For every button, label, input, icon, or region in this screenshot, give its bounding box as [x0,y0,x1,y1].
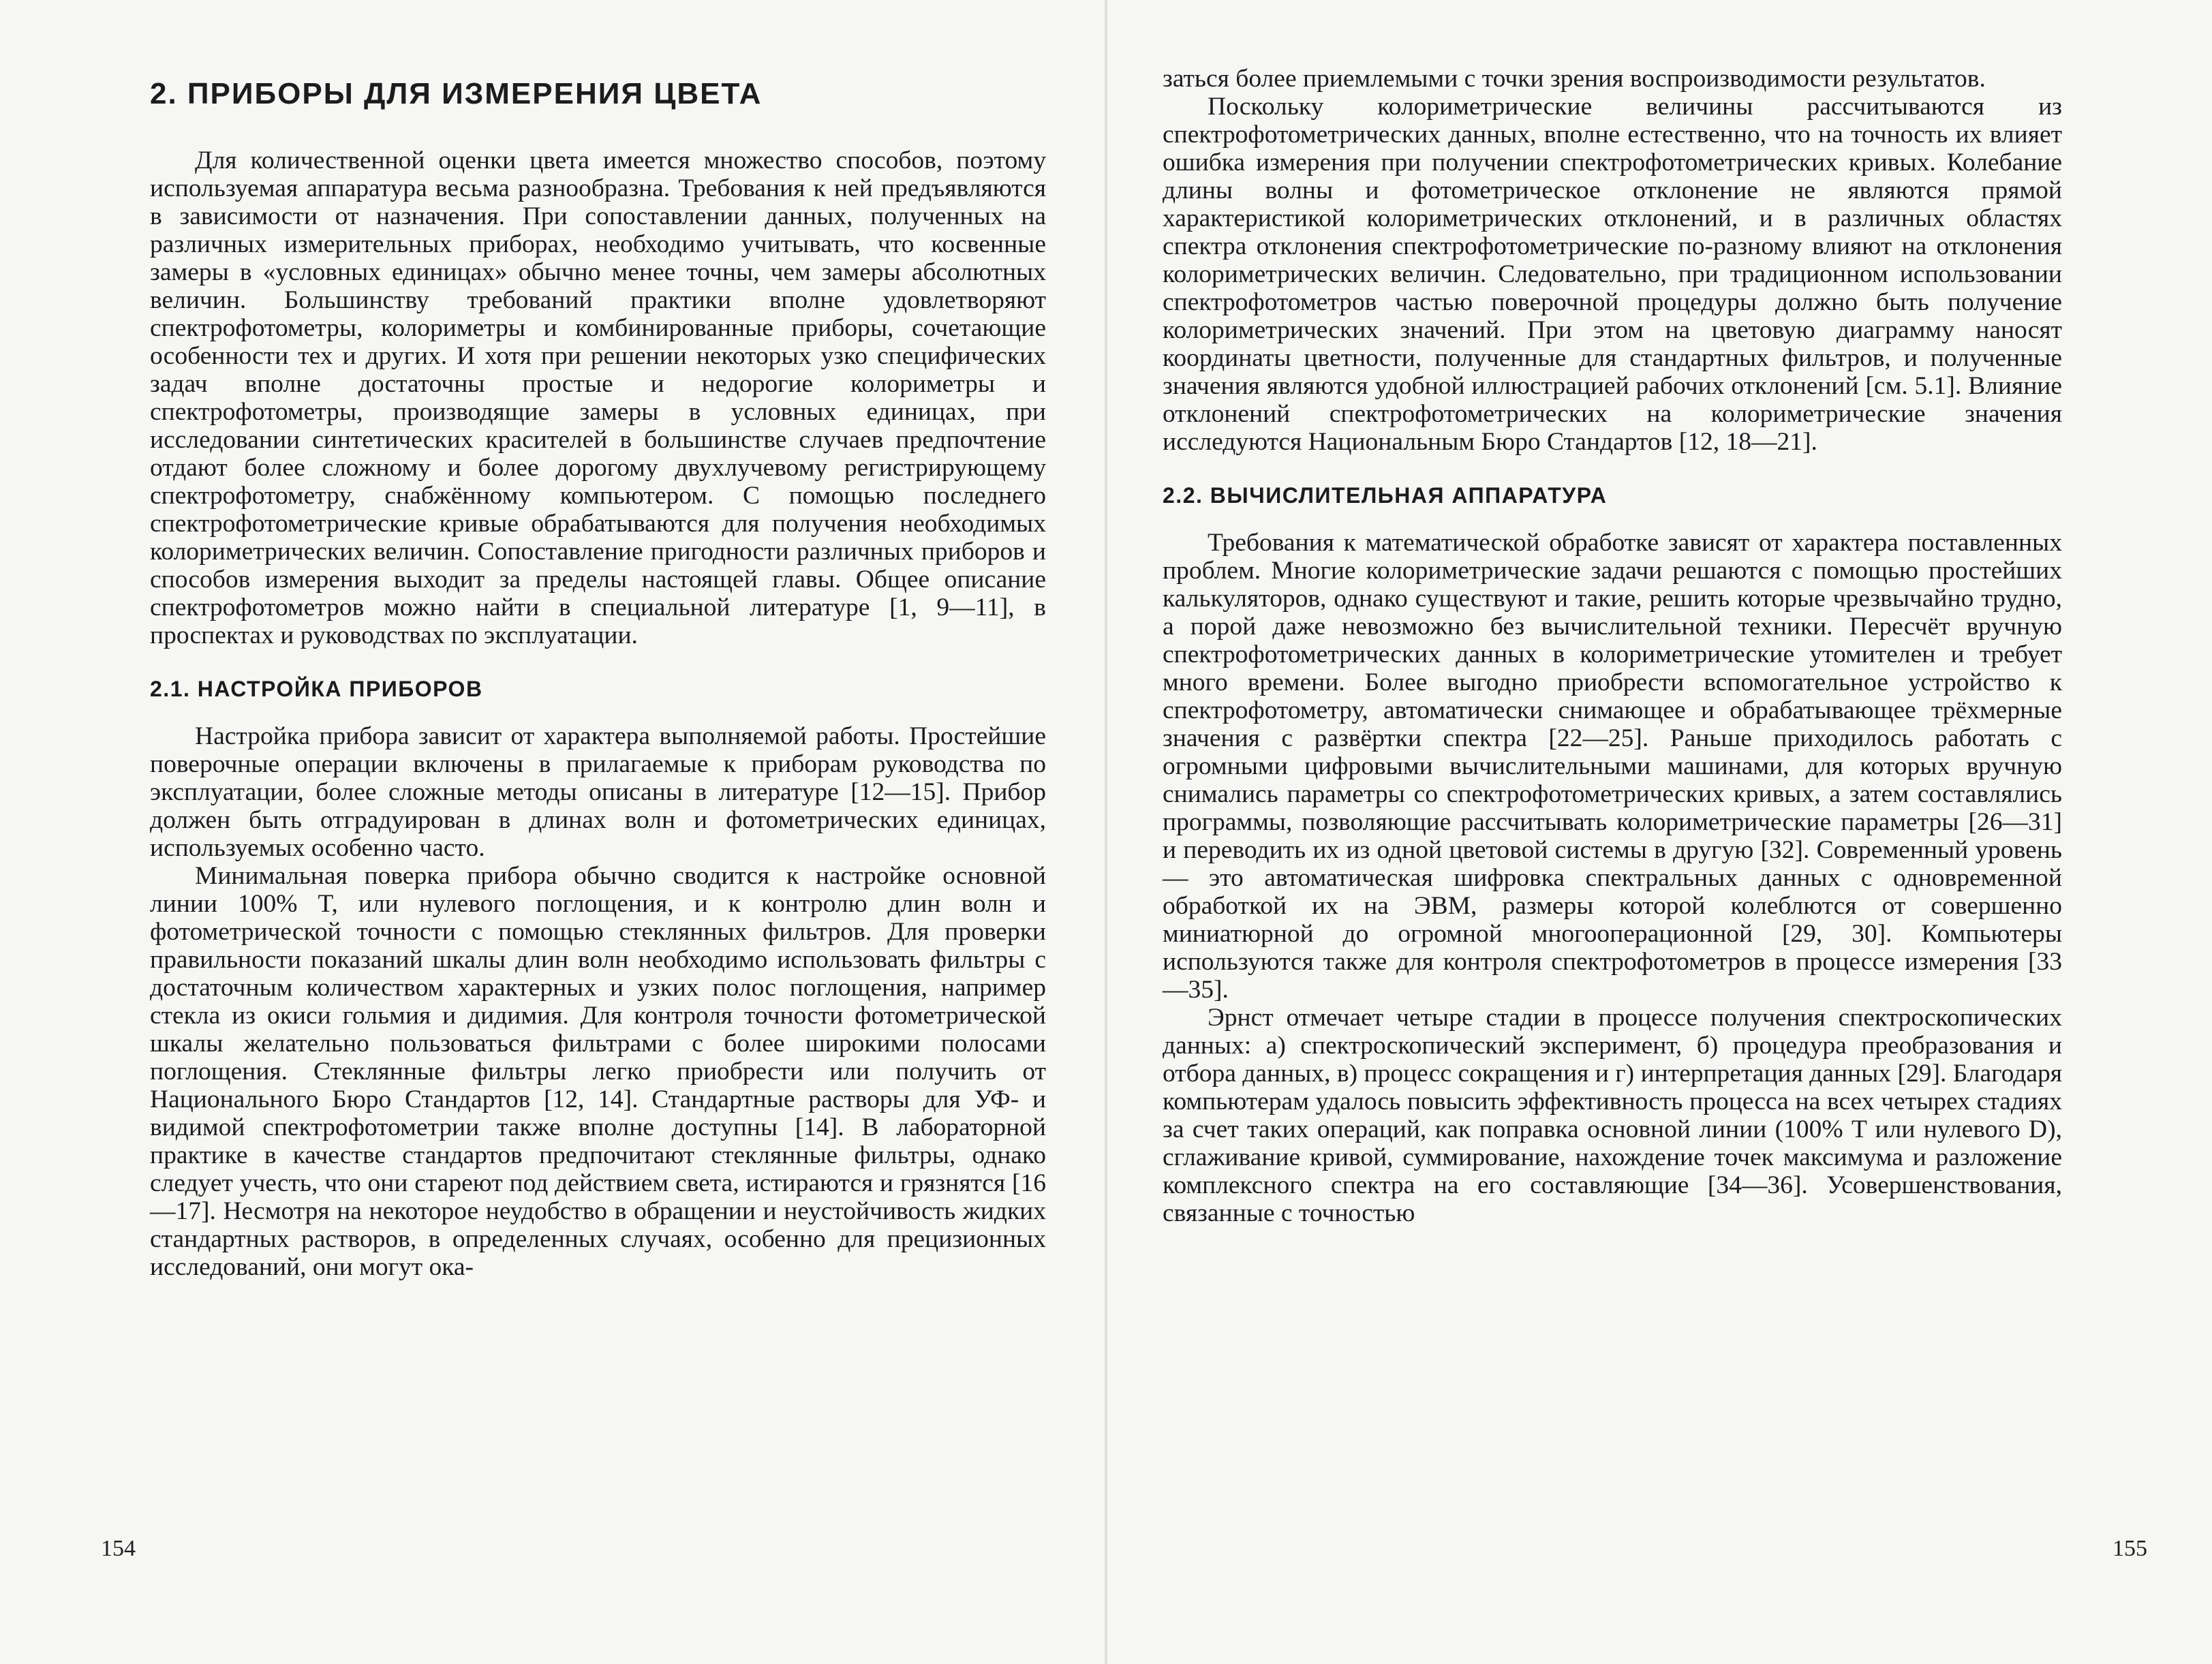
colorimetric-accuracy-paragraph: Поскольку колориметрические величины рассчитываются из спектрофотометрических данных, вполне естественно, что на точность их влияет ошибка измерения при получении спектрофотометрических кривых. Колебание длины волны и фотометрическое отклонение не являются прямой характеристикой колориметрических отклонений, и в различных областях спектра отклонения спектрофотометрические по-разному влияют на отклонения колориметрических величин. Следовательно, при традиционном использовании спектрофотометров частью поверочной процедуры должно быть получение колориметрических значений. При этом на цветовую диаграмму наносят координаты цветности, полученные для стандартных фильтров, и полученные значения являются удобной иллюстрацией рабочих отклонений [см. 5.1]. Влияние отклонений спектрофотометрических на колориметрические значения исследуются Национальным Бюро Стандартов [12, 18—21]. [1163,93,2062,456]
right-page [1106,0,2212,1664]
section-2-2-paragraph-1: Требования к математической обработке зависят от характера поставленных проблем. Многие колориметрические задачи решаются с помощью простейших калькуляторов, однако существуют и такие, решить которые чрезвычайно трудно, а порой даже невозможно без вычислительной техники. Пересчёт вручную спектрофотометрических данных в колориметрические утомителен и требует много времени. Более выгодно приобрести вспомогательное устройство к спектрофотометру, автоматически снимающее и обрабатывающее трёхмерные значения с развёртки спектра [22—25]. Раньше приходилось работать с огромными цифровыми вычислительными машинами, для которых вручную снимались параметры со спектрофотометрических кривых, а затем составлялись программы, позволяющие рассчитывать колориметрические параметры [26—31] и переводить их из одной цветовой системы в другую [32]. Современный уровень — это автоматическая шифровка спектральных данных с одновременной обработкой их на ЭВМ, размеры которой колеблются от совершенно миниатюрной до огромной многооперационной [29, 30]. Компьютеры используются также для контроля спектрофотометров в процессе измерения [33—35]. [1163,529,2062,1004]
intro-paragraph: Для количественной оценки цвета имеется множество способов, поэтому используемая аппаратура весьма разнообразна. Требования к ней предъявляются в зависимости от назначения. При сопоставлении данных, полученных на различных измерительных приборах, необходимо учитывать, что косвенные замеры в «условных единицах» обычно менее точны, чем замеры абсолютных величин. Большинству требований практики вполне удовлетворяют спектрофотометры, колориметры и комбинированные приборы, сочетающие особенности тех и других. И хотя при решении некоторых узко специфических задач вполне достаточны простые и недорогие колориметры и спектрофотометры, производящие замеры в условных единицах, при исследовании синтетических красителей в большинстве случаев предпочтение отдают более сложному и более дорогому двухлучевому регистрирующему спектрофотометру, снабжённому компьютером. С помощью последнего спектрофотометрические кривые обрабатываются для получения необходимых колориметрических величин. Сопоставление пригодности различных приборов и способов измерения выходит за пределы настоящей главы. Общее описание спектрофотометров можно найти в специальной литературе [1, 9—11], в проспектах и руководствах по эксплуатации. [150,147,1046,649]
section-2-2-paragraph-2: Эрнст отмечает четыре стадии в процессе получения спектроскопических данных: а) спектроскопический эксперимент, б) процедура преобразования и отбора данных, в) процесс сокращения и г) интерпретация данных [29]. Благодаря компьютерам удалось повысить эффективность процесса на всех четырех стадиях за счет таких операций, как поправка основной линии (100% T или нулевого D), сглаживание кривой, суммирование, нахождение точек максимума и разложение комплексного спектра на его составляющие [34—36]. Усовершенствования, связанные с точностью [1163,1004,2062,1227]
right-text-column [1163,65,2062,1227]
page-number-right: 155 [2113,1536,2147,1561]
section-2-1-paragraph-2: Минимальная поверка прибора обычно сводится к настройке основной линии 100% T, или нулевого поглощения, и к контролю длин волн и фотометрической точности с помощью стеклянных фильтров. Для проверки правильности показаний шкалы длин волн необходимо использовать фильтры с достаточным количеством характерных и узких полос поглощения, например стекла из окиси гольмия и дидимия. Для контроля точности фотометрической шкалы желательно пользоваться фильтрами с более широкими полосами поглощения. Стеклянные фильтры легко приобрести или получить от Национального Бюро Стандартов [12, 14]. Стандартные растворы для УФ- и видимой спектрофотометрии также вполне доступны [14]. В лабораторной практике в качестве стандартов предпочитают стеклянные фильтры, однако следует учесть, что они стареют под действием света, истираются и грязнятся [16—17]. Несмотря на некоторое неудобство в обращении и неустойчивость жидких стандартных растворов, в определенных случаях, особенно для прецизионных исследований, они могут ока- [150,862,1046,1281]
continuation-paragraph: заться более приемлемыми с точки зрения воспроизводимости результатов. [1163,65,1986,93]
section-title-2-2: 2.2. ВЫЧИСЛИТЕЛЬНАЯ АППАРАТУРА [1163,483,1608,508]
left-text-column [150,65,1046,1281]
chapter-title: 2. ПРИБОРЫ ДЛЯ ИЗМЕРЕНИЯ ЦВЕТА [150,77,763,110]
page-number-left: 154 [101,1536,136,1561]
section-title-2-1: 2.1. НАСТРОЙКА ПРИБОРОВ [150,677,483,701]
section-2-1-paragraph-1: Настройка прибора зависит от характера выполняемой работы. Простейшие поверочные операции включены в прилагаемые к приборам руководства по эксплуатации, более сложные методы описаны в литературе [12—15]. Прибор должен быть отградуирован в длинах волн и фотометрических единицах, используемых особенно часто. [150,722,1046,862]
